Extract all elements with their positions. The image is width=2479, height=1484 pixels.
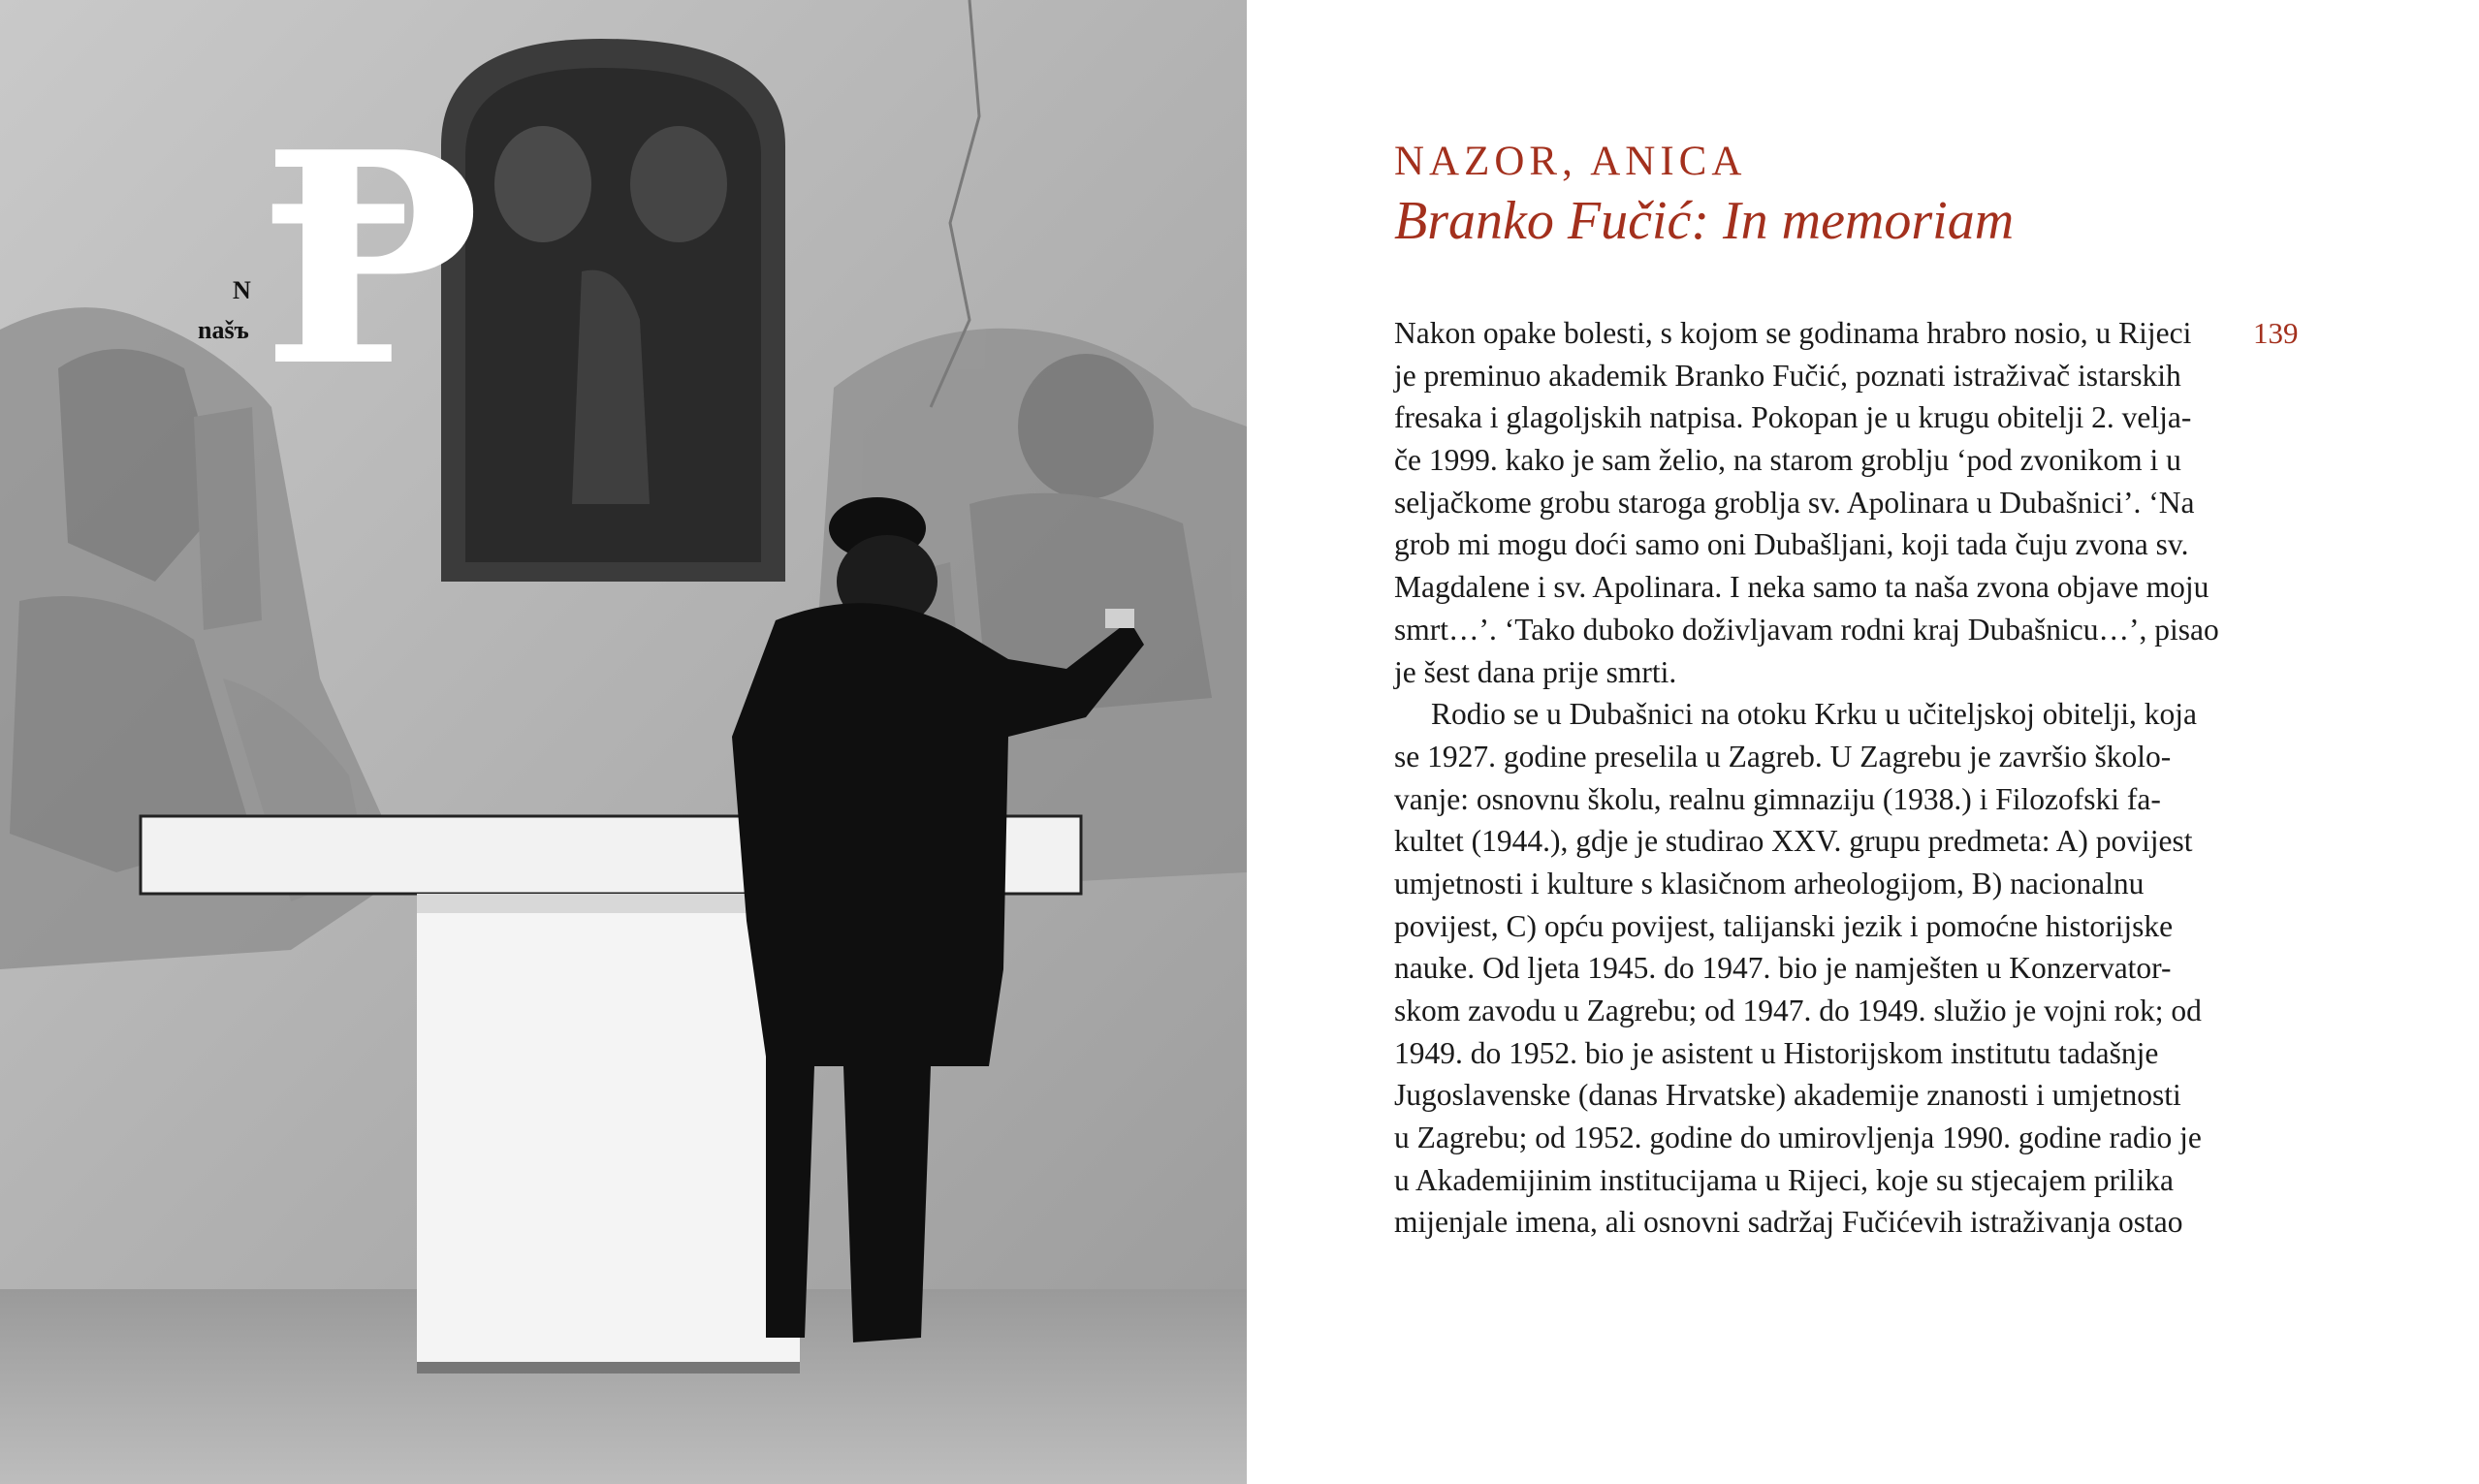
body-line: povijest, C) opću povijest, talijanski jezik i pomoćne historijske (1394, 908, 2174, 943)
article-body (1394, 312, 2247, 1244)
article-author: NAZOR, ANICA (1394, 139, 1747, 184)
body-line: seljačkome grobu staroga groblja sv. Apolinara u Dubašnici’. ‘Na (1394, 485, 2195, 520)
body-line: Jugoslavenske (danas Hrvatske) akademije znanosti i umjetnosti (1394, 1078, 2181, 1113)
body-line: nauke. Od ljeta 1945. do 1947. bio je namješten u Konzervator- (1394, 951, 2172, 986)
body-line: u Akademijinim institucijama u Rijeci, koje su stjecajem prilika (1394, 1162, 2174, 1197)
altar-base (417, 894, 800, 1369)
body-line: kultet (1944.), gdje je studirao XXV. grupu predmeta: A) povijest (1394, 824, 2193, 859)
article-title: Branko Fučić: In memoriam (1394, 191, 2015, 251)
body-line: Rodio se u Dubašnici na otoku Krku u učiteljskoj obitelji, koja (1431, 697, 2198, 732)
body-line: je preminuo akademik Branko Fučić, poznati istraživač istarskih (1394, 358, 2181, 393)
text-page (1247, 0, 2479, 1484)
body-line: 1949. do 1952. bio je asistent u Historijskom institutu tadašnje (1394, 1035, 2159, 1070)
body-line: fresaka i glagoljskih natpisa. Pokopan je u krugu obitelji 2. velja- (1394, 400, 2192, 435)
glyph-letter-label: N (233, 276, 251, 304)
body-line: mijenjale imena, ali osnovni sadržaj Fučićevih istraživanja ostao (1394, 1205, 2183, 1240)
body-line: vanje: osnovnu školu, realnu gimnaziju (1938.) i Filozofski fa- (1394, 781, 2161, 816)
body-line: je šest dana prije smrti. (1394, 654, 1677, 689)
body-line: smrt…’. ‘Tako duboko doživljavam rodni kraj Dubašnicu…’, pisao (1394, 612, 2219, 647)
page-number: 139 (2253, 316, 2299, 350)
glagolitic-glyph: Ᵽ (262, 88, 481, 430)
body-line: grob mi mogu doći samo oni Dubašljani, koji tada čuju zvona sv. (1394, 527, 2189, 562)
body-line: če 1999. kako je sam želio, na starom groblju ‘pod zvonikom i u (1394, 443, 2181, 478)
body-line: u Zagrebu; od 1952. godine do umirovljenja 1990. godine radio je (1394, 1121, 2202, 1155)
body-line: Nakon opake bolesti, s kojom se godinama hrabro nosio, u Rijeci (1394, 316, 2192, 350)
body-line: Magdalene i sv. Apolinara. I neka samo ta naša zvona objave moju (1394, 570, 2209, 605)
body-line: skom zavodu u Zagrebu; od 1947. do 1949. služio je vojni rok; od (1394, 994, 2202, 1027)
glyph-word-label: našъ (198, 316, 249, 344)
body-line: se 1927. godine preselila u Zagreb. U Zagrebu je završio školo- (1394, 739, 2172, 774)
body-line: umjetnosti i kulture s klasičnom arheologijom, B) nacionalnu (1394, 866, 2145, 900)
